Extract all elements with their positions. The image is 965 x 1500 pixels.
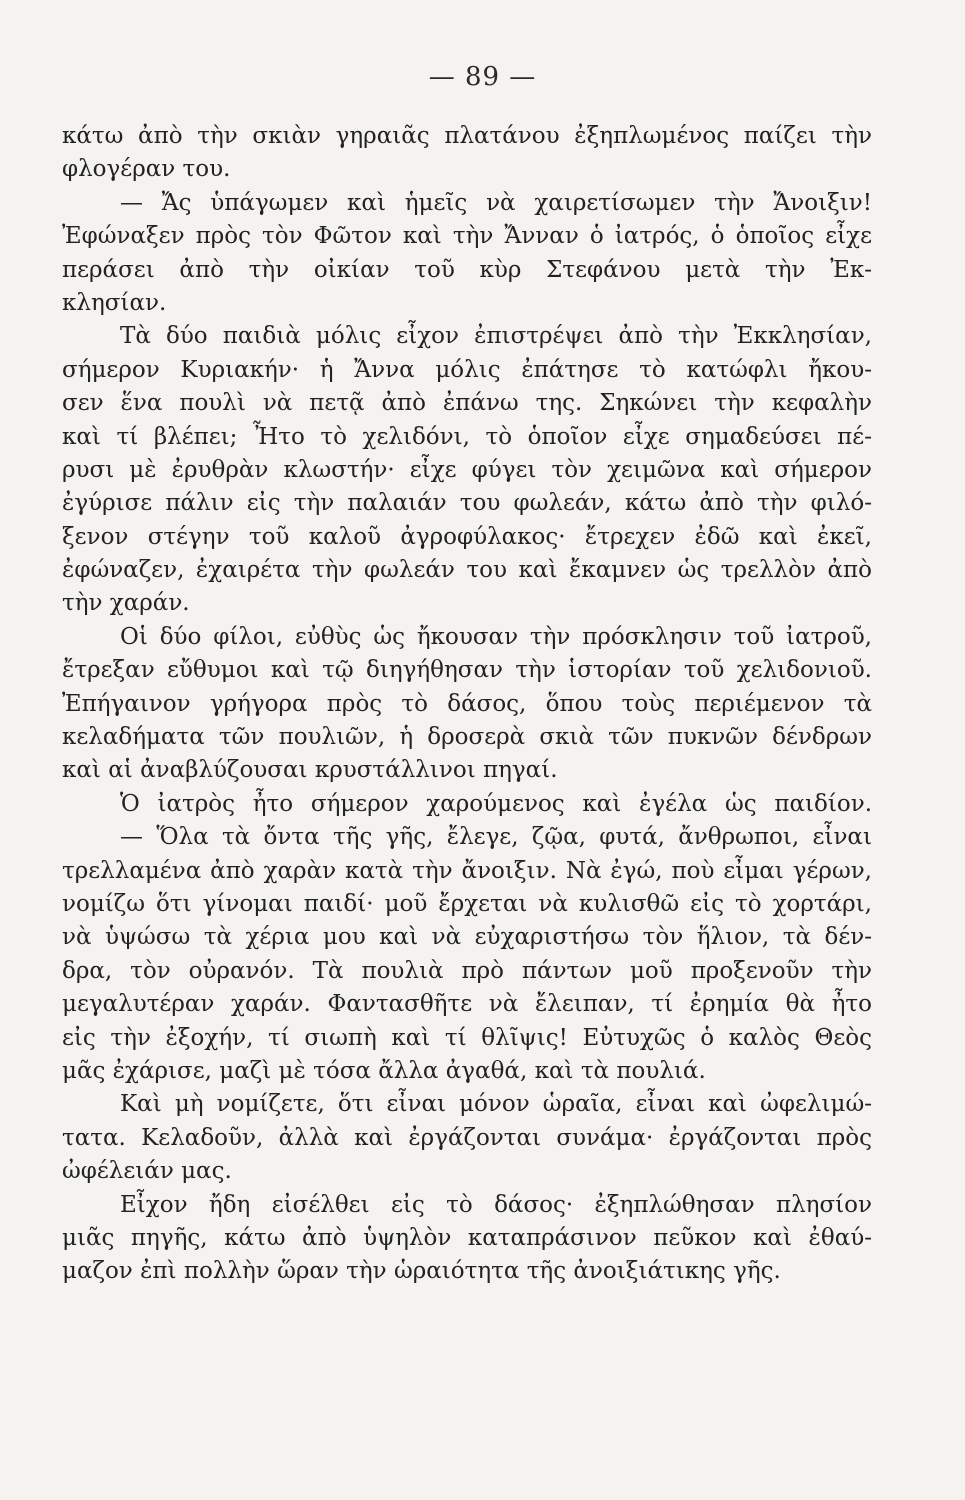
text-line: ἔτρεξαν εὔθυμοι καὶ τῷ διηγήθησαν τὴν ἱστορίαν τοῦ χελιδονιοῦ. <box>62 657 872 684</box>
text-line: κλησίαν. <box>62 289 167 316</box>
text-line: Ἐφώναξεν πρὸς τὸν Φῶτον καὶ τὴν Ἄνναν ὁ ἰατρός, ὁ ὁποῖος εἶχε <box>62 223 872 250</box>
text-line: νὰ ὑψώσω τὰ χέρια μου καὶ νὰ εὐχαριστήσω τὸν ἥλιον, τὰ δέν- <box>62 924 872 951</box>
text-line: Εἶχον ἤδη εἰσέλθει εἰς τὸ δάσος· ἐξηπλώθησαν πλησίον <box>120 1191 872 1218</box>
text-line: Ἐπήγαινον γρήγορα πρὸς τὸ δάσος, ὅπου τοὺς περιέμενον τὰ <box>62 690 872 717</box>
text-line: νομίζω ὅτι γίνομαι παιδί· μοῦ ἔρχεται νὰ κυλισθῶ εἰς τὸ χορτάρι, <box>62 890 872 917</box>
text-line: — Ὅλα τὰ ὄντα τῆς γῆς, ἔλεγε, ζῷα, φυτά, ἄνθρωποι, εἶναι <box>120 824 872 851</box>
text-line: τατα. Κελαδοῦν, ἀλλὰ καὶ ἐργάζονται συνάμα· ἐργάζονται πρὸς <box>62 1124 872 1151</box>
text-line: σήμερον Κυριακήν· ἡ Ἄννα μόλις ἐπάτησε τὸ κατώφλι ἤκου- <box>62 356 872 383</box>
text-line: καὶ αἱ ἀναβλύζουσαι κρυστάλλινοι πηγαί. <box>62 757 558 784</box>
text-line: φλογέραν του. <box>62 156 231 183</box>
text-line: μιᾶς πηγῆς, κάτω ἀπὸ ὑψηλὸν καταπράσινον πεῦκον καὶ ἐθαύ- <box>62 1224 872 1251</box>
text-line: ἐφώναζεν, ἐχαιρέτα τὴν φωλεάν του καὶ ἔκαμνεν ὡς τρελλὸν ἀπὸ <box>62 557 872 584</box>
text-line: τὴν χαράν. <box>62 590 190 617</box>
text-line: περάσει ἀπὸ τὴν οἰκίαν τοῦ κὺρ Στεφάνου μετὰ τὴν Ἐκ- <box>62 256 872 283</box>
text-line: ἐγύρισε πάλιν εἰς τὴν παλαιάν του φωλεάν, κάτω ἀπὸ τὴν φιλό- <box>62 490 872 517</box>
page-number: — 89 — <box>428 62 537 92</box>
text-line: μεγαλυτέραν χαράν. Φαντασθῆτε νὰ ἔλειπαν, τί ἐρημία θὰ ἦτο <box>62 991 872 1018</box>
text-line: Ὁ ἰατρὸς ἦτο σήμερον χαρούμενος καὶ ἐγέλα ὡς παιδίον. <box>120 790 872 817</box>
text-line: — Ἄς ὑπάγωμεν καὶ ἡμεῖς νὰ χαιρετίσωμεν τὴν Ἄνοιξιν! <box>120 189 872 216</box>
text-line: ξενον στέγην τοῦ καλοῦ ἀγροφύλακος· ἔτρεχεν ἐδῶ καὶ ἐκεῖ, <box>62 523 872 550</box>
text-line: Τὰ δύο παιδιὰ μόλις εἶχον ἐπιστρέψει ἀπὸ τὴν Ἐκκλησίαν, <box>120 323 872 350</box>
text-line: σεν ἕνα πουλὶ νὰ πετᾷ ἀπὸ ἐπάνω της. Σηκώνει τὴν κεφαλὴν <box>62 390 872 417</box>
text-line: μαζον ἐπὶ πολλὴν ὥραν τὴν ὡραιότητα τῆς ἀνοιξιάτικης γῆς. <box>62 1258 781 1285</box>
body-text <box>62 120 872 1289</box>
text-line: τρελλαμένα ἀπὸ χαρὰν κατὰ τὴν ἄνοιξιν. Νὰ ἐγώ, ποὺ εἶμαι γέρων, <box>62 857 872 884</box>
text-line: δρα, τὸν οὐρανόν. Τὰ πουλιὰ πρὸ πάντων μοῦ προξενοῦν τὴν <box>62 957 872 984</box>
text-line: Οἱ δύο φίλοι, εὐθὺς ὡς ἤκουσαν τὴν πρόσκλησιν τοῦ ἰατροῦ, <box>120 623 872 650</box>
text-line: εἰς τὴν ἐξοχήν, τί σιωπὴ καὶ τί θλῖψις! Εὐτυχῶς ὁ καλὸς Θεὸς <box>62 1024 872 1051</box>
text-line: κάτω ἀπὸ τὴν σκιὰν γηραιᾶς πλατάνου ἐξηπλωμένος παίζει τὴν <box>62 123 872 149</box>
text-line: Καὶ μὴ νομίζετε, ὅτι εἶναι μόνον ὡραῖα, εἶναι καὶ ὠφελιμώ- <box>120 1091 872 1118</box>
text-line: κελαδήματα τῶν πουλιῶν, ἡ δροσερὰ σκιὰ τῶν πυκνῶν δένδρων <box>62 724 872 751</box>
text-line: μᾶς ἐχάρισε, μαζὶ μὲ τόσα ἄλλα ἀγαθά, καὶ τὰ πουλιά. <box>62 1057 706 1084</box>
text-line: ὠφέλειάν μας. <box>62 1158 232 1185</box>
text-line: καὶ τί βλέπει; Ἦτο τὸ χελιδόνι, τὸ ὁποῖον εἶχε σημαδεύσει πέ- <box>62 423 872 450</box>
text-line: ρυσι μὲ ἐρυθρὰν κλωστήν· εἶχε φύγει τὸν χειμῶνα καὶ σήμερον <box>62 456 872 483</box>
